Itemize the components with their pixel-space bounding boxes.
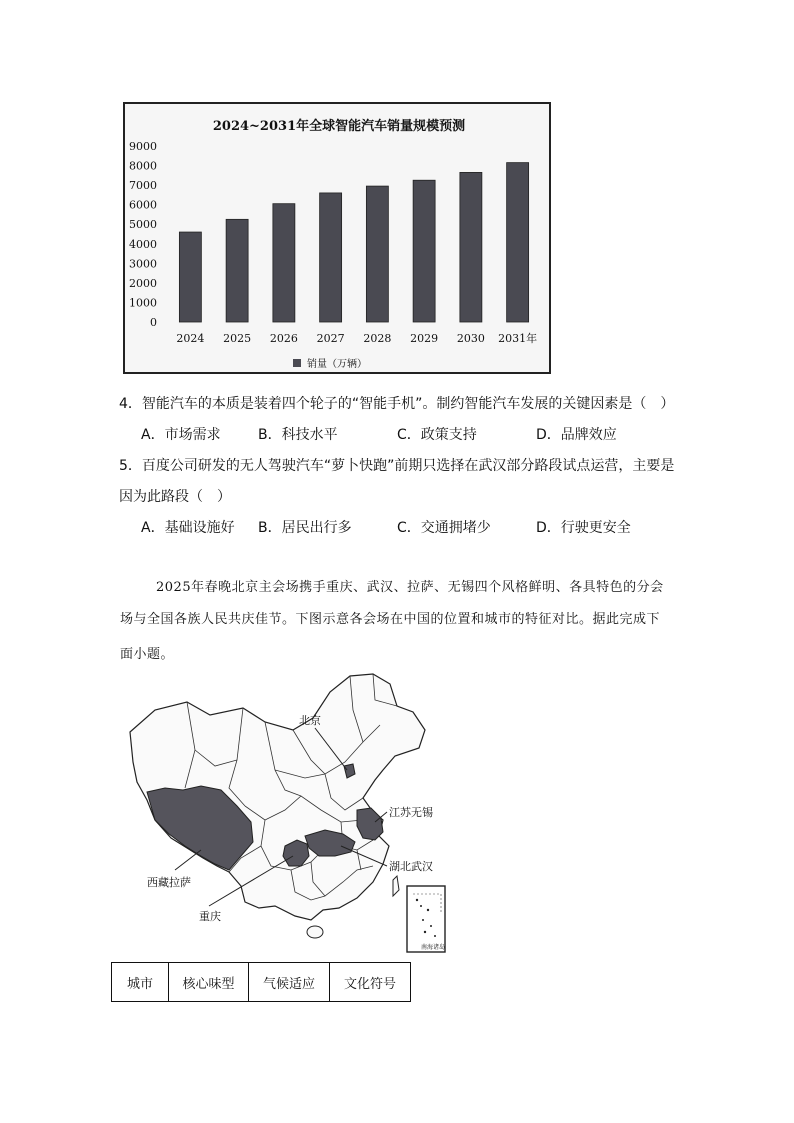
china-map-svg [125, 670, 450, 955]
hainan-island [307, 926, 323, 938]
q5-option-c[interactable]: C．交通拥堵少 [397, 520, 491, 536]
question-4-stem: 4．智能汽车的本质是装着四个轮子的“智能手机”。制约智能汽车发展的关键因素是（ ） [119, 396, 675, 412]
q4-option-b[interactable]: B．科技水平 [258, 427, 338, 443]
col-header-flavor: 核心味型 [169, 963, 249, 1002]
south-china-sea-inset [407, 886, 445, 952]
inset-label: 南海诸岛 [421, 944, 446, 951]
y-tick-label: 0 [150, 316, 157, 329]
x-tick-label: 2025 [223, 332, 252, 345]
label-chongqing: 重庆 [199, 910, 221, 923]
question-5-stem-line1: 5．百度公司研发的无人驾驶汽车“萝卜快跑”前期只选择在武汉部分路段试点运营，主要是 [119, 458, 675, 474]
q4-option-a[interactable]: A．市场需求 [141, 427, 221, 443]
col-header-climate: 气候适应 [249, 963, 330, 1002]
y-tick-label: 6000 [129, 198, 157, 212]
x-tick-label: 2026 [269, 332, 298, 345]
x-tick-label: 2030 [456, 332, 485, 345]
chart-canvas [125, 104, 553, 376]
col-header-culture: 文化符号 [330, 963, 411, 1002]
legend-swatch [293, 359, 301, 367]
chart-bar [179, 232, 201, 322]
q4-option-c[interactable]: C．政策支持 [397, 427, 477, 443]
chart-bar [413, 180, 435, 322]
x-tick-label: 2028 [363, 332, 392, 345]
chart-bar [460, 172, 482, 322]
sales-forecast-chart [123, 102, 551, 374]
y-tick-label: 9000 [129, 140, 157, 153]
label-beijing: 北京 [299, 714, 321, 727]
q5-option-d[interactable]: D．行驶更安全 [536, 520, 631, 536]
chart-bar [507, 163, 529, 322]
x-tick-label: 2027 [316, 332, 345, 345]
x-tick-label: 2029 [410, 332, 439, 345]
y-tick-label: 7000 [129, 179, 157, 193]
col-header-city: 城市 [112, 963, 169, 1002]
y-tick-label: 4000 [129, 237, 157, 251]
table-header-row [112, 963, 411, 1002]
x-tick-label: 2031年 [498, 332, 538, 345]
x-tick-label: 2024 [176, 332, 205, 345]
legend-label: 销量（万辆） [307, 359, 367, 370]
passage-line-3: 面小题。 [120, 647, 175, 662]
passage-line-2: 场与全国各族人民共庆佳节。下图示意各会场在中国的位置和城市的特征对比。据此完成下 [120, 612, 661, 627]
label-lhasa: 西藏拉萨 [147, 876, 191, 889]
y-tick-label: 8000 [129, 159, 157, 173]
y-tick-label: 1000 [129, 296, 157, 310]
chart-title: 2024~2031年全球智能汽车销量规模预测 [212, 119, 466, 134]
y-tick-label: 5000 [129, 218, 157, 232]
city-comparison-table [111, 962, 411, 1002]
q5-option-a[interactable]: A．基础设施好 [141, 520, 235, 536]
china-map [125, 670, 450, 955]
label-wuhan: 湖北武汉 [389, 860, 433, 873]
chart-bar [366, 186, 388, 322]
q5-option-b[interactable]: B．居民出行多 [258, 520, 352, 536]
y-tick-label: 3000 [129, 257, 157, 271]
y-tick-label: 2000 [129, 276, 157, 290]
chart-bar [273, 204, 295, 322]
chart-bar [320, 193, 342, 322]
question-5-stem-line2: 因为此路段（ ） [119, 489, 231, 505]
label-wuxi: 江苏无锡 [389, 806, 433, 819]
chart-bar [226, 219, 248, 322]
passage-line-1: 2025年春晚北京主会场携手重庆、武汉、拉萨、无锡四个风格鲜明、各具特色的分会 [156, 580, 664, 595]
taiwan-island [393, 876, 399, 896]
q4-option-d[interactable]: D．品牌效应 [536, 427, 617, 443]
